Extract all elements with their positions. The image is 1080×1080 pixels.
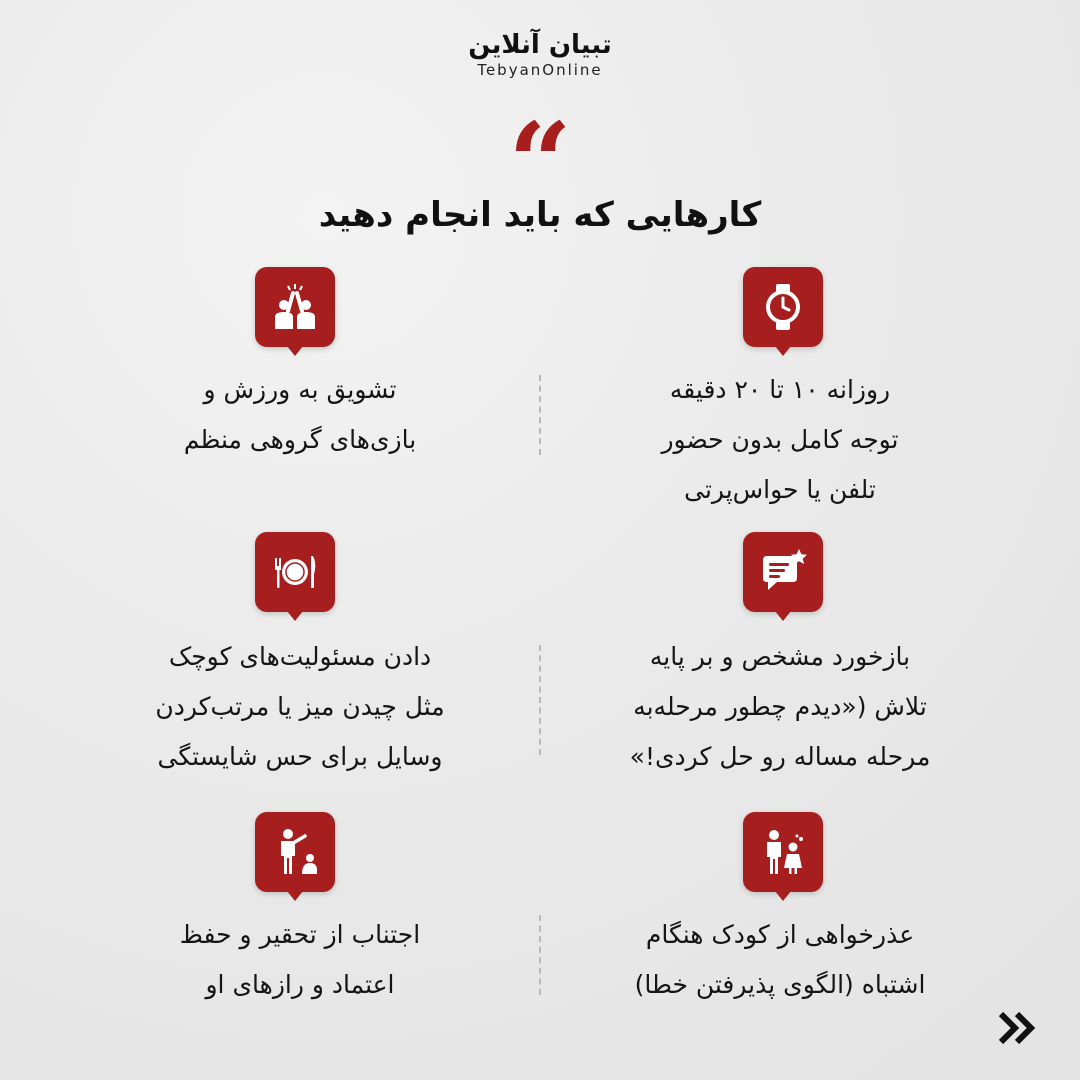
plate-cutlery-icon — [255, 532, 335, 612]
brand-name-en: TebyanOnline — [477, 61, 603, 79]
card-specific-feedback — [580, 632, 980, 782]
card-avoid-humiliation — [100, 910, 500, 1010]
card-daily-attention — [580, 365, 980, 515]
page-title: کارهایی که باید انجام دهید — [318, 195, 762, 235]
card-sports-encouragement — [100, 365, 500, 465]
card-line: توجه کامل بدون حضور — [661, 425, 899, 454]
card-line: عذرخواهی از کودک هنگام — [645, 920, 915, 949]
card-line: اجتناب از تحقیر و حفظ — [179, 920, 421, 949]
parent-child-icon — [743, 812, 823, 892]
card-line: بازخورد مشخص و بر پایه — [649, 642, 911, 671]
column-divider — [539, 645, 541, 755]
high-five-icon — [255, 267, 335, 347]
card-line: مثل چیدن میز یا مرتب‌کردن — [155, 692, 445, 721]
card-apologize-to-child — [580, 910, 980, 1010]
brand-name-fa: تبیان آنلاین — [468, 30, 612, 60]
brand-logo — [0, 30, 1080, 80]
card-small-responsibilities — [100, 632, 500, 782]
scolding-child-icon — [255, 812, 335, 892]
quote-mark-icon: “ — [508, 98, 572, 227]
card-line: روزانه ۱۰ تا ۲۰ دقیقه — [669, 375, 891, 404]
clock-icon — [743, 267, 823, 347]
double-chevron-right-icon[interactable] — [998, 1010, 1038, 1046]
card-line: تلاش («دیدم چطور مرحله‌به — [633, 692, 927, 721]
feedback-star-icon — [743, 532, 823, 612]
card-line: مرحله مساله رو حل کردی!» — [629, 742, 931, 771]
card-line: اشتباه (الگوی پذیرفتن خطا) — [634, 970, 926, 999]
card-line: دادن مسئولیت‌های کوچک — [168, 642, 432, 671]
card-line: تلفن یا حواس‌پرتی — [684, 475, 876, 504]
card-line: تشویق به ورزش و — [203, 375, 397, 404]
card-line: وسایل برای حس شایستگی — [157, 742, 443, 771]
column-divider — [539, 915, 541, 995]
card-line: اعتماد و رازهای او — [205, 970, 395, 999]
card-line: بازی‌های گروهی منظم — [183, 425, 417, 454]
column-divider — [539, 375, 541, 455]
